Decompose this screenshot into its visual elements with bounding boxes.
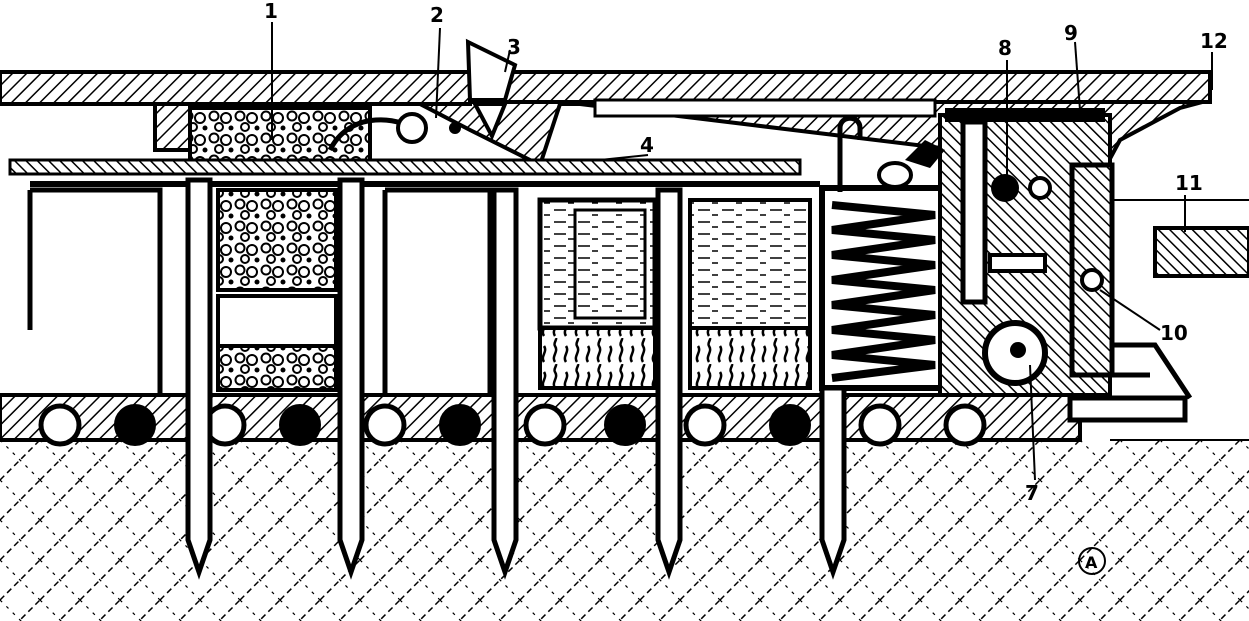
mechanism-gear-small bbox=[1030, 178, 1050, 198]
spike bbox=[340, 180, 362, 572]
roller bbox=[526, 406, 564, 444]
left-frame bbox=[30, 190, 160, 395]
chamber-a-gravel-bottom bbox=[218, 346, 336, 390]
label-3: 3 bbox=[507, 35, 521, 59]
label-1: 1 bbox=[264, 0, 278, 23]
roller bbox=[441, 406, 479, 444]
mechanism-slot bbox=[990, 255, 1045, 271]
chamber-b-fire bbox=[540, 328, 655, 388]
pivot-hole bbox=[449, 122, 461, 134]
chamber-c-water bbox=[690, 200, 810, 328]
label-8: 8 bbox=[998, 36, 1012, 60]
roller bbox=[946, 406, 984, 444]
chamber-a-void bbox=[218, 296, 336, 346]
top-slab-left bbox=[0, 72, 470, 104]
label-7: 7 bbox=[1025, 481, 1039, 505]
mechanism-knob bbox=[879, 163, 911, 187]
spike bbox=[658, 190, 680, 572]
mechanism-gear bbox=[991, 174, 1019, 202]
chamber-c-fire bbox=[690, 328, 810, 388]
label-12: 12 bbox=[1200, 29, 1228, 53]
label-4: 4 bbox=[640, 133, 654, 157]
roller bbox=[861, 406, 899, 444]
label-10: 10 bbox=[1160, 321, 1188, 345]
chamber-a-gravel-top bbox=[218, 190, 336, 290]
roller bbox=[41, 406, 79, 444]
mechanism-shaft bbox=[963, 122, 985, 302]
roller bbox=[116, 406, 154, 444]
roller bbox=[366, 406, 404, 444]
roller bbox=[771, 406, 809, 444]
label-9: 9 bbox=[1064, 21, 1078, 45]
bottom-foot bbox=[1070, 398, 1185, 420]
label-2: 2 bbox=[430, 3, 444, 27]
roller bbox=[686, 406, 724, 444]
roller bbox=[281, 406, 319, 444]
label-11: 11 bbox=[1175, 171, 1203, 195]
top-slab-inner bbox=[595, 100, 935, 116]
roller bbox=[606, 406, 644, 444]
spike bbox=[822, 388, 844, 572]
middle-frame bbox=[385, 190, 490, 395]
chamber-b-inner bbox=[575, 210, 645, 318]
pivot-ring bbox=[398, 114, 426, 142]
mechanism-ball-10 bbox=[1082, 270, 1102, 290]
panel-label: A bbox=[1085, 553, 1098, 572]
right-arm bbox=[1110, 345, 1190, 398]
mechanism-wheel-hub bbox=[1010, 342, 1026, 358]
horizontal-plate bbox=[10, 160, 800, 174]
spike bbox=[494, 190, 516, 572]
rail-11 bbox=[1155, 228, 1249, 276]
spike bbox=[188, 180, 210, 572]
top-slab-mid bbox=[470, 72, 1210, 102]
